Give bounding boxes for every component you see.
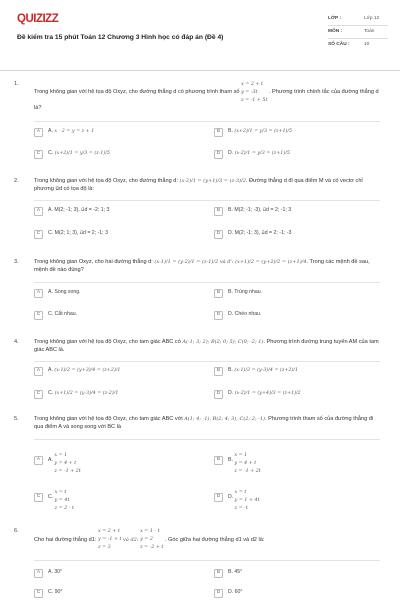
answer-option-a[interactable] — [34, 367, 174, 376]
answer-letter-box: B — [214, 207, 223, 216]
answer-letter-box: A — [34, 207, 43, 216]
answer-label: D. — [228, 494, 234, 500]
question-text-before: Trong không gian với hệ tọa độ Oxyz, cho đường thẳng d có phương trình tham số — [34, 89, 240, 95]
answer-letter-box: C — [34, 589, 43, 598]
answer-text: (x+2)/1 = y/3 = (z-1)/5 — [54, 151, 110, 156]
quizizz-logo[interactable]: QUIZIZZ — [17, 13, 59, 25]
param-system-d1 — [98, 528, 121, 552]
param-system-d2 — [140, 528, 163, 552]
question-text-before: Trong không gian với hệ tọa độ Oxyz, cho tam giác ABC với — [34, 416, 183, 422]
answer-label: A. — [48, 457, 53, 463]
answer-option-c[interactable] — [34, 589, 174, 598]
answer-text: M(2; 1; 3), u⃗d = 2; -1; 3 — [54, 230, 108, 236]
meta-value: Toán — [364, 28, 375, 34]
answer-text: (x-1)/2 = (y+3)/4 = (z+2)/1 — [54, 368, 121, 373]
question-text-after: . Trong các mệnh đề sau, mệnh đề nào đúng? — [34, 259, 370, 273]
answer-letter-box: A — [34, 128, 43, 137]
answer-label: D. — [228, 589, 234, 595]
formula-line: z = -1 + 5t — [241, 98, 268, 103]
answer-option-b[interactable] — [214, 367, 354, 376]
answer-label: A. — [48, 289, 53, 295]
formula-line: y = 4 + t — [54, 461, 77, 466]
answer-option-a[interactable] — [34, 569, 174, 578]
answer-text: M(2; -1; -3), u⃗d = 2; -1; 3 — [234, 207, 292, 213]
formula: (x-2)/1 = (y+1)/3 = (z-3)/2 — [179, 178, 246, 184]
question-text — [34, 339, 380, 354]
question-number: 6. — [14, 528, 19, 534]
formula-line: y = -1 + t — [98, 537, 122, 542]
question-text-before: Cho hai đường thẳng d1: — [34, 537, 97, 543]
divider — [34, 282, 380, 283]
answer-option-b[interactable] — [214, 207, 354, 216]
answer-letter-box: C — [34, 311, 43, 320]
question-text-after: . Phương trình đường trung tuyến AM của tam giác ABC là. — [34, 339, 379, 353]
answer-label: D. — [228, 390, 234, 396]
formula: A(1; 4; -1), B(2; 4; 3), C(2; 2; -1) — [184, 416, 265, 422]
formula-line: y = 4 + t — [234, 461, 257, 466]
param-system — [54, 452, 80, 476]
param-system — [55, 489, 74, 513]
meta-row-class — [328, 13, 388, 26]
answer-option-a[interactable] — [34, 289, 174, 298]
answer-label: A. — [48, 207, 53, 213]
question-text-after: . Phương trình tham số của đường thẳng đi qua điểm A và song song với BC là — [34, 416, 374, 430]
answer-text: 60° — [234, 589, 243, 595]
question-number: 2. — [14, 178, 19, 184]
answer-label: A. — [48, 569, 53, 575]
answer-label: A. — [48, 367, 53, 373]
formula-line: z = 2 - t — [54, 506, 74, 511]
meta-label: LỚP : — [328, 15, 342, 21]
answer-label: C. — [48, 150, 54, 156]
formula-line: x = t — [54, 490, 67, 495]
answer-text: (x-1)/2 = (y-3)/4 = (z+2)/1 — [234, 368, 299, 373]
formula: A(-1; 3; 2); B(2; 0; 5); C(0; -2; 1) — [182, 339, 264, 345]
question-text-after: . Đường thẳng d đi qua điểm M và có vectơ chỉ phương u⃗d có tọa độ là: — [34, 178, 363, 192]
param-system — [241, 81, 267, 105]
answer-letter-box: A — [34, 367, 43, 376]
answer-text: Chéo nhau. — [234, 311, 262, 317]
formula-line: x = 2 + t — [98, 529, 120, 534]
divider — [34, 560, 380, 561]
answer-label: B. — [228, 128, 233, 134]
question-text-before: Trong không gian Oxyz, cho hai đường thẳng d: — [34, 259, 153, 265]
formula-line: x = 2 + t — [241, 82, 263, 87]
answer-letter-box: B — [214, 569, 223, 578]
answer-option-c[interactable] — [34, 390, 174, 399]
meta-value: Lớp 12 — [364, 15, 380, 21]
answer-letter-box: C — [34, 150, 43, 159]
answer-letter-box: B — [214, 289, 223, 298]
answer-letter-box: B — [214, 456, 223, 465]
answer-option-d[interactable] — [214, 230, 354, 239]
answer-label: B. — [228, 569, 233, 575]
answer-text: M(2; -1; 3), u⃗d = 2; -1; -3 — [234, 230, 292, 236]
answer-letter-box: D — [214, 311, 223, 320]
answer-label: B. — [228, 367, 233, 373]
answer-letter-box: A — [34, 569, 43, 578]
answer-option-b[interactable] — [214, 289, 354, 298]
answer-letter-box: D — [214, 150, 223, 159]
answer-letter-box: D — [214, 493, 223, 502]
formula-line: z = 3 — [98, 545, 111, 550]
formula-line: z = -1 + 2t — [54, 469, 81, 474]
question-number: 5. — [14, 416, 19, 422]
answer-option-d[interactable] — [214, 311, 354, 320]
answer-option-c[interactable] — [34, 150, 174, 159]
answer-letter-box: C — [34, 390, 43, 399]
answer-letter-box: A — [34, 456, 43, 465]
document-title: Đề kiểm tra 15 phút Toán 12 Chương 3 Hình học có đáp án (Đề 4) — [17, 34, 224, 41]
divider — [34, 121, 380, 122]
answer-letter-box: B — [214, 128, 223, 137]
meta-value: 10 — [364, 42, 370, 48]
meta-label: MÔN : — [328, 28, 343, 34]
question-number: 3. — [14, 259, 19, 265]
formula-line: x = t — [234, 490, 247, 495]
answer-option-d[interactable] — [214, 150, 354, 159]
divider — [34, 200, 380, 201]
answer-label: C. — [48, 230, 54, 236]
question-text-after: . Phương trình chính tắc của đường thẳng d là? — [34, 89, 379, 111]
formula-line: z = -2 + t — [140, 545, 164, 550]
answer-text: (x+2)/1 = y/3 = (z+1)/5 — [234, 129, 293, 134]
answer-text: 45° — [234, 569, 243, 575]
answer-letter-box: D — [214, 230, 223, 239]
answer-letter-box: D — [214, 589, 223, 598]
answer-option-a[interactable] — [34, 452, 174, 476]
question-number: 4. — [14, 339, 19, 345]
formula-line: y = 1 + 4t — [234, 498, 260, 503]
answer-text: 90° — [54, 589, 63, 595]
header-divider — [0, 70, 400, 71]
question-text-before: Trong không gian với hệ tọa độ Oxyz, cho tam giác ABC có — [34, 339, 181, 345]
answer-label: B. — [228, 457, 233, 463]
question-text — [34, 82, 380, 113]
answer-text: Song song. — [54, 289, 81, 295]
answer-option-d[interactable] — [214, 390, 354, 399]
param-system — [235, 489, 260, 513]
question-text — [34, 178, 380, 193]
answer-text: Trùng nhau. — [234, 289, 263, 295]
formula-line: y = 2 — [140, 537, 153, 542]
divider — [34, 361, 380, 362]
question-text-after: . Góc giữa hai đường thẳng d1 và d2 là: — [164, 537, 265, 543]
formula-line: z = -1 + 2t — [234, 469, 261, 474]
answer-letter-box: A — [34, 289, 43, 298]
answer-label: B. — [228, 207, 233, 213]
meta-row-subject — [328, 26, 388, 39]
answer-text: (x-2)/1 = y/3 = (z+1)/5 — [234, 151, 290, 156]
answer-text: M(2; -1; 3), u⃗d = -2; 1; 3 — [54, 207, 110, 213]
question-text — [34, 416, 380, 431]
answer-letter-box: D — [214, 390, 223, 399]
answer-letter-box: B — [214, 367, 223, 376]
answer-text: Cắt nhau. — [54, 311, 78, 317]
answer-option-b[interactable] — [214, 569, 354, 578]
answer-label: B. — [228, 289, 233, 295]
answer-label: C. — [48, 494, 54, 500]
answer-text: (x+1)/2 = (y-3)/4 = (z-2)/1 — [54, 391, 119, 396]
answer-option-c[interactable] — [34, 230, 174, 239]
answer-label: D. — [228, 150, 234, 156]
divider — [34, 439, 380, 440]
answer-text: (x-2)/1 = (y+4)/3 = (z+1)/2 — [234, 391, 301, 396]
question-text — [34, 259, 380, 274]
answer-letter-box: C — [34, 493, 43, 502]
formula-line: x = 1 — [234, 453, 248, 458]
param-system — [234, 452, 260, 476]
formula-line: y = 4t — [54, 498, 70, 503]
meta-table — [328, 13, 388, 52]
meta-label: SỐ CÂU : — [328, 42, 350, 48]
formula-line: x = 1 — [54, 453, 68, 458]
formula-connector: và d2: — [123, 537, 139, 543]
formula-line: z = -t — [234, 506, 248, 511]
formula-line: x = 1 - t — [140, 529, 160, 534]
question-number: 1. — [14, 81, 19, 87]
answer-label: C. — [48, 390, 54, 396]
answer-label: D. — [228, 230, 234, 236]
answer-text: 30° — [54, 569, 63, 575]
formula-line: y = -3t — [241, 90, 258, 95]
answer-option-a[interactable] — [34, 207, 174, 216]
answer-label: C. — [48, 589, 54, 595]
question-text-before: Trong không gian với hệ tọa độ Oxyz, cho đường thẳng d: — [34, 178, 178, 184]
answer-option-d[interactable] — [214, 489, 354, 513]
answer-label: C. — [48, 311, 54, 317]
answer-label: A. — [48, 128, 53, 134]
answer-option-b[interactable] — [214, 452, 354, 476]
header — [0, 0, 400, 74]
meta-row-count — [328, 39, 388, 52]
answer-option-c[interactable] — [34, 311, 174, 320]
answer-text: x - 2 = y = z + 1 — [54, 129, 95, 134]
answer-letter-box: C — [34, 230, 43, 239]
answer-label: D. — [228, 311, 234, 317]
answer-option-c[interactable] — [34, 489, 174, 513]
formula: (x-1)/1 = (y-2)/1 = (z-1)/2 và d': (x+1)/2 = (y+2)/2 = (z+1)/4 — [154, 259, 307, 265]
answer-option-a[interactable] — [34, 128, 174, 137]
answer-option-d[interactable] — [214, 589, 354, 598]
answer-option-b[interactable] — [214, 128, 354, 137]
question-text — [34, 528, 380, 552]
